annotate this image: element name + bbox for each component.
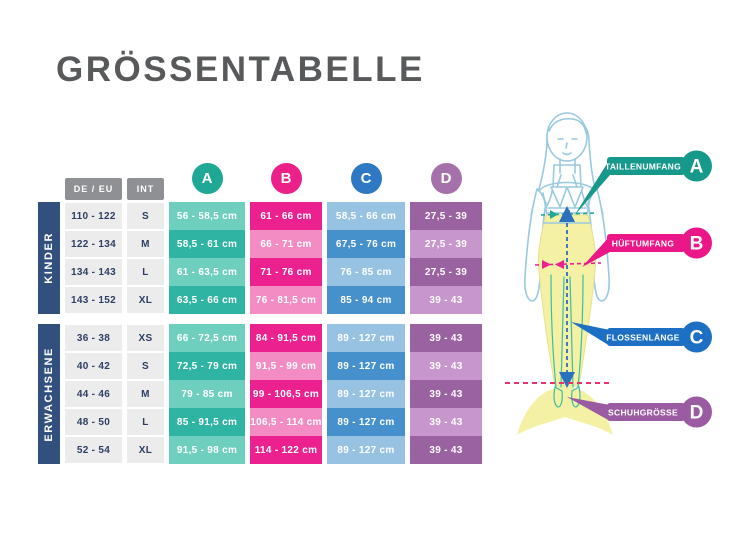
cell-de-eu: 122 - 134: [65, 230, 122, 258]
cell-schuhgroesse: 27,5 - 39: [410, 202, 482, 230]
legend-letter-c: C: [689, 327, 704, 349]
cell-flossenlaenge: 89 - 127 cm: [327, 408, 405, 436]
cell-flossenlaenge: 67,5 - 76 cm: [327, 230, 405, 258]
cell-schuhgroesse: 27,5 - 39: [410, 230, 482, 258]
cell-hueftumfang: 84 - 91,5 cm: [250, 324, 322, 352]
cell-int: L: [127, 258, 164, 286]
legend-label-schuhgroesse: SCHUHGRÖSSE: [608, 407, 678, 418]
cell-int: S: [127, 202, 164, 230]
cell-flossenlaenge: 58,5 - 66 cm: [327, 202, 405, 230]
cell-schuhgroesse: 39 - 43: [410, 436, 482, 464]
cell-hueftumfang: 76 - 81,5 cm: [250, 286, 322, 314]
cell-taillenumfang: 63,5 - 66 cm: [169, 286, 245, 314]
column-badge-d: D: [431, 163, 462, 194]
cell-int: M: [127, 230, 164, 258]
cell-int: XL: [127, 286, 164, 314]
cell-taillenumfang: 85 - 91,5 cm: [169, 408, 245, 436]
legend-label-hueftumfang: HÜFTUMFANG: [611, 238, 675, 249]
cell-hueftumfang: 61 - 66 cm: [250, 202, 322, 230]
cell-de-eu: 40 - 42: [65, 352, 122, 380]
legend-letter-a: A: [689, 156, 704, 178]
cell-taillenumfang: 79 - 85 cm: [169, 380, 245, 408]
legend-letter-d: D: [689, 402, 704, 424]
cell-taillenumfang: 58,5 - 61 cm: [169, 230, 245, 258]
cell-taillenumfang: 56 - 58,5 cm: [169, 202, 245, 230]
cell-flossenlaenge: 89 - 127 cm: [327, 324, 405, 352]
group-label-kinder: KINDER: [38, 202, 60, 314]
size-table: [38, 156, 482, 464]
cell-taillenumfang: 66 - 72,5 cm: [169, 324, 245, 352]
cell-de-eu: 134 - 143: [65, 258, 122, 286]
cell-de-eu: 52 - 54: [65, 436, 122, 464]
cell-int: M: [127, 380, 164, 408]
cell-de-eu: 110 - 122: [65, 202, 122, 230]
cell-schuhgroesse: 39 - 43: [410, 286, 482, 314]
cell-flossenlaenge: 89 - 127 cm: [327, 352, 405, 380]
cell-schuhgroesse: 39 - 43: [410, 324, 482, 352]
cell-de-eu: 44 - 46: [65, 380, 122, 408]
cell-flossenlaenge: 89 - 127 cm: [327, 436, 405, 464]
cell-int: S: [127, 352, 164, 380]
size-table-group-erwachsene: [38, 324, 482, 464]
cell-int: L: [127, 408, 164, 436]
cell-schuhgroesse: 39 - 43: [410, 408, 482, 436]
page-title: GRÖSSENTABELLE: [56, 50, 425, 89]
legend-letter-b: B: [689, 233, 704, 255]
header-chip-de-eu: DE / EU: [65, 178, 122, 200]
figure-head: [547, 113, 587, 161]
cell-schuhgroesse: 39 - 43: [410, 352, 482, 380]
cell-hueftumfang: 106,5 - 114 cm: [250, 408, 322, 436]
header-chip-int: INT: [127, 178, 164, 200]
legend-label-taillenumfang: TAILLENUMFANG: [605, 161, 681, 172]
cell-hueftumfang: 99 - 106,5 cm: [250, 380, 322, 408]
cell-schuhgroesse: 39 - 43: [410, 380, 482, 408]
cell-flossenlaenge: 76 - 85 cm: [327, 258, 405, 286]
cell-flossenlaenge: 89 - 127 cm: [327, 380, 405, 408]
cell-de-eu: 48 - 50: [65, 408, 122, 436]
cell-hueftumfang: 71 - 76 cm: [250, 258, 322, 286]
column-badge-c: C: [351, 163, 382, 194]
cell-schuhgroesse: 27,5 - 39: [410, 258, 482, 286]
mermaid-figure-illustration: [485, 95, 720, 460]
legend-label-flossenlaenge: FLOSSENLÄNGE: [606, 332, 680, 343]
cell-taillenumfang: 91,5 - 98 cm: [169, 436, 245, 464]
cell-int: XL: [127, 436, 164, 464]
cell-taillenumfang: 61 - 63,5 cm: [169, 258, 245, 286]
column-badge-a: A: [192, 163, 223, 194]
size-table-group-kinder: [38, 202, 482, 314]
group-label-erwachsene: ERWACHSENE: [38, 324, 60, 464]
cell-int: XS: [127, 324, 164, 352]
cell-taillenumfang: 72,5 - 79 cm: [169, 352, 245, 380]
cell-de-eu: 143 - 152: [65, 286, 122, 314]
cell-flossenlaenge: 85 - 94 cm: [327, 286, 405, 314]
size-table-header: [38, 156, 482, 202]
legend-banner-flossenlaenge: [571, 322, 712, 353]
cell-de-eu: 36 - 38: [65, 324, 122, 352]
column-badge-b: B: [271, 163, 302, 194]
cell-hueftumfang: 114 - 122 cm: [250, 436, 322, 464]
cell-hueftumfang: 66 - 71 cm: [250, 230, 322, 258]
cell-hueftumfang: 91,5 - 99 cm: [250, 352, 322, 380]
